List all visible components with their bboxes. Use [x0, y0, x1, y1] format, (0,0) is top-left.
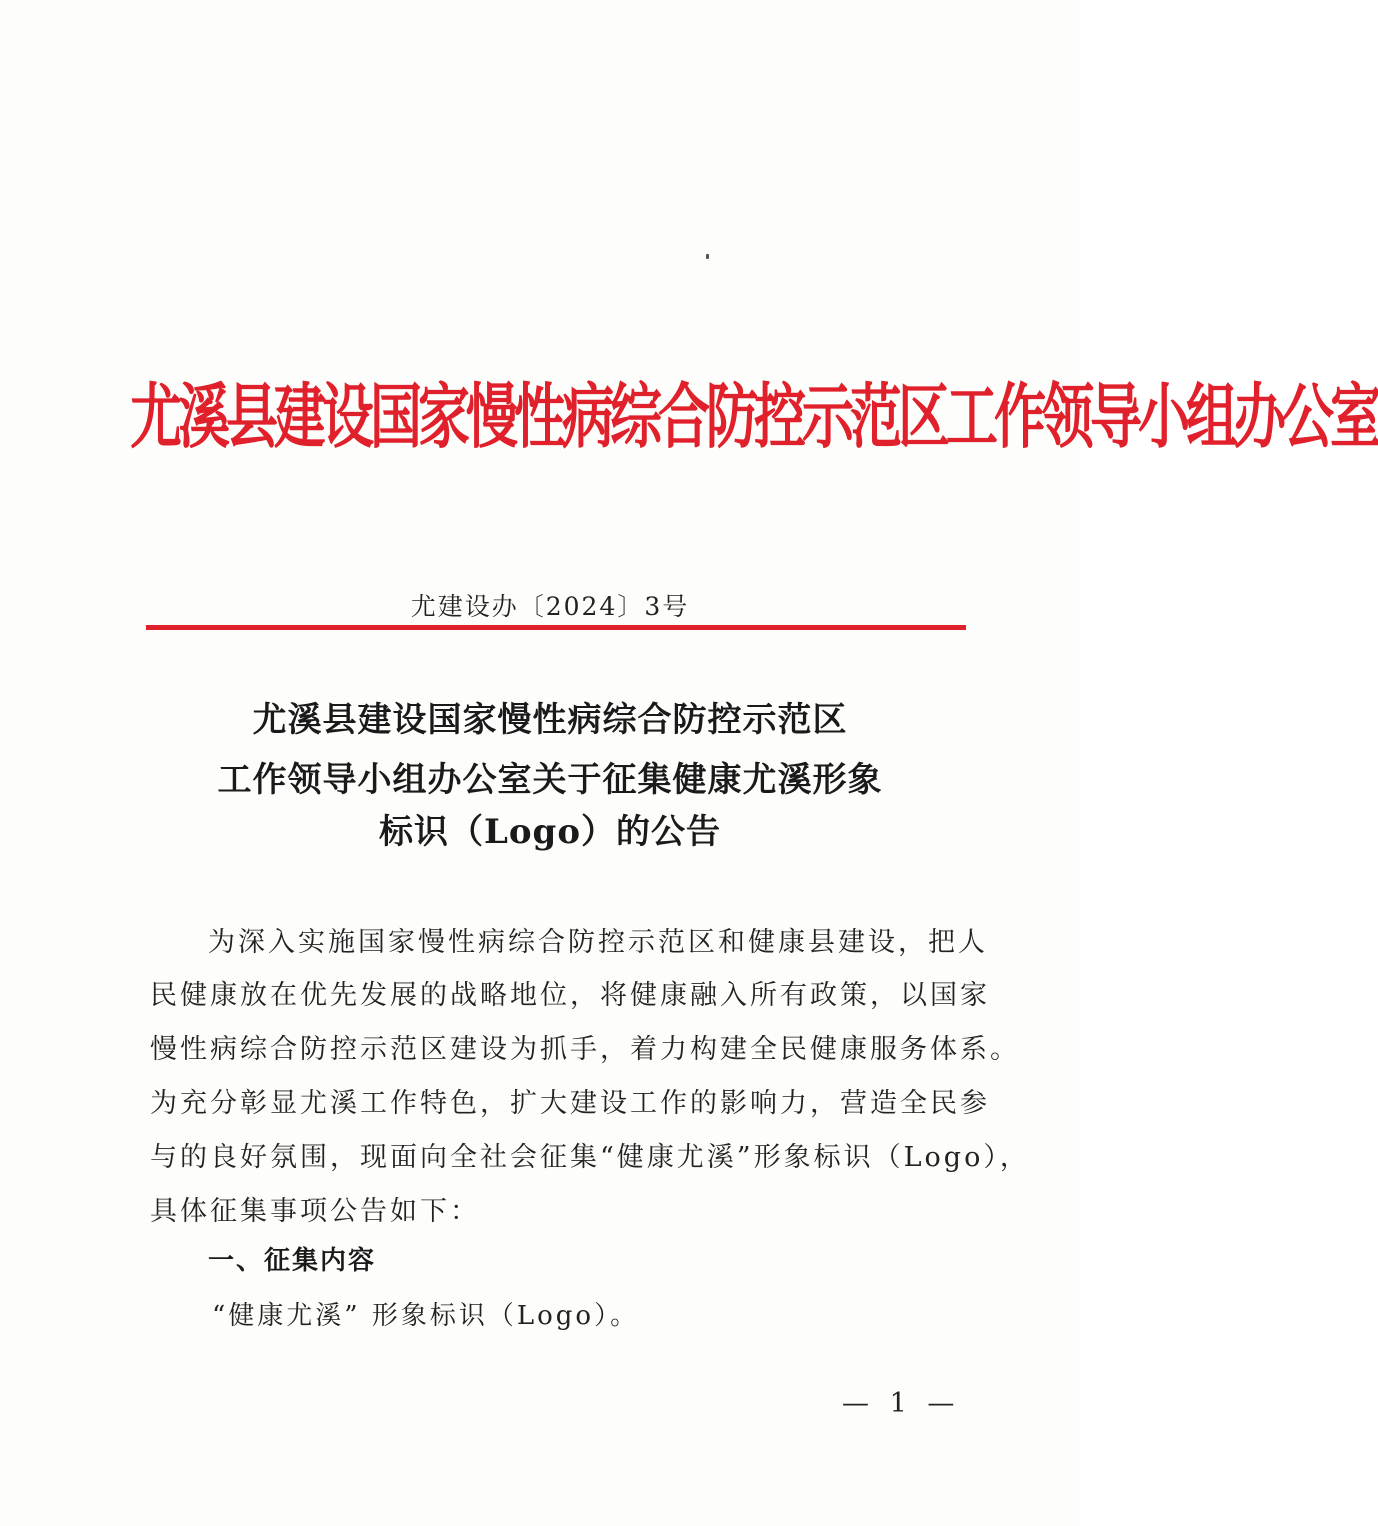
paragraph-line: 民健康放在优先发展的战略地位，将健康融入所有政策，以国家: [150, 980, 990, 1011]
paragraph-line: 具体征集事项公告如下：: [150, 1196, 480, 1227]
title-line-3: 标识（Logo）的公告: [378, 812, 722, 852]
section-content-logo: “健康尤溪” 形象标识（Logo）。: [212, 1301, 640, 1331]
title-line-1: 尤溪县建设国家慢性病综合防控示范区: [252, 700, 848, 740]
paragraph-line: 为充分彰显尤溪工作特色，扩大建设工作的影响力，营造全民参: [150, 1088, 990, 1119]
page-number: — 1 —: [842, 1388, 961, 1419]
section-heading-collection-content: 一、征集内容: [208, 1246, 377, 1276]
paragraph-line: 与的良好氛围，现面向全社会征集“健康尤溪”形象标识（Logo），: [150, 1142, 1030, 1173]
scan-speck: [706, 254, 709, 259]
red-divider-line: [146, 625, 966, 630]
document-number: 尤建设办〔2024〕3号: [410, 592, 690, 621]
title-line-2: 工作领导小组办公室关于征集健康尤溪形象: [217, 760, 883, 800]
paragraph-line: 慢性病综合防控示范区建设为抓手，着力构建全民健康服务体系。: [150, 1034, 1020, 1065]
paragraph-line: 为深入实施国家慢性病综合防控示范区和健康县建设，把人: [208, 927, 988, 958]
issuer-letterhead: 尤溪县建设国家慢性病综合防控示范区工作领导小组办公室: [130, 377, 1378, 459]
